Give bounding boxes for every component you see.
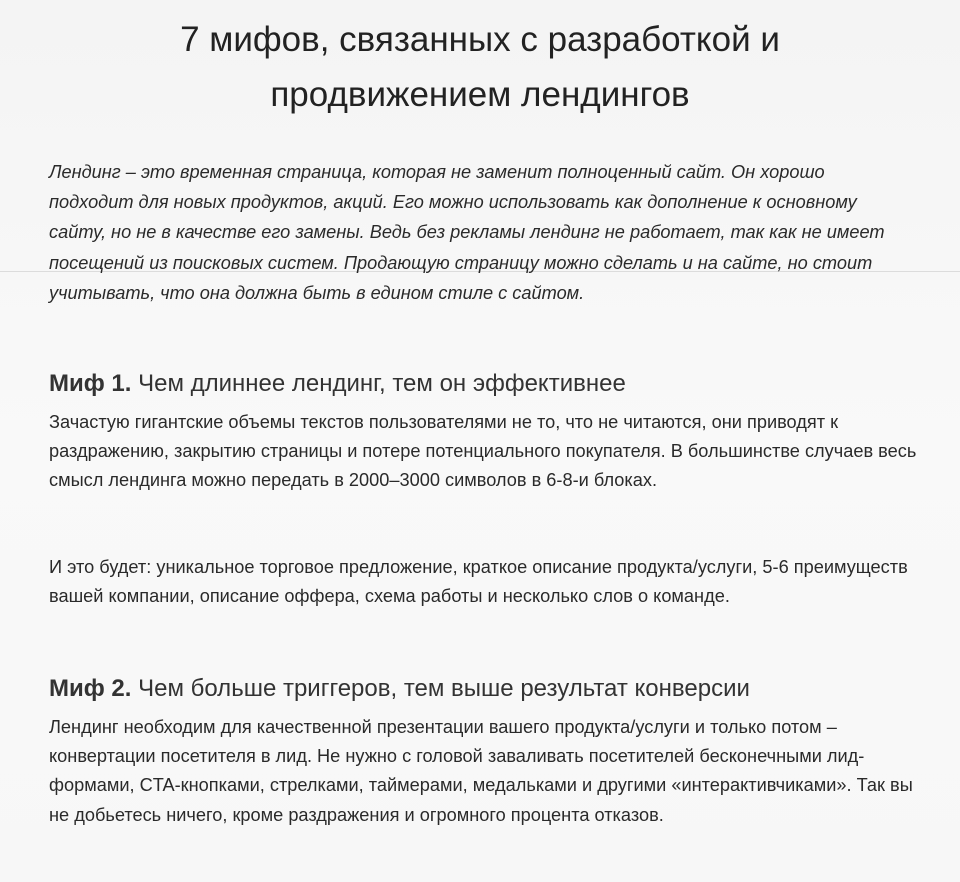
myth-2-paragraph-1: Лендинг необходим для качественной презентации вашего продукта/услуги и только потом – конвертации посетителя в лид. Не нужно с головой заваливать посетителей бесконечными лид-формами, CTA-кнопками, стрелками, таймерами, медальками и другими «интерактивчиками». Так вы не добьетесь ничего, кроме раздражения и огромного процента отказов. — [49, 717, 913, 825]
myth-1-paragraph-2: И это будет: уникальное торговое предложение, краткое описание продукта/услуги, 5-6 преимуществ вашей компании, описание оффера, схема работы и несколько слов о команде. — [49, 557, 908, 607]
article-title: 7 мифов, связанных с разработкой и продвижением лендингов — [180, 20, 780, 114]
myth-2-title: Чем больше триггеров, тем выше результат конверсии — [131, 675, 750, 702]
myth-2-heading — [49, 674, 750, 704]
myth-1-heading — [49, 369, 626, 399]
article-intro: Лендинг – это временная страница, которая не заменит полноценный сайт. Он хорошо подходит для новых продуктов, акций. Его можно использовать как дополнение к основному сайту, но не в качестве его замены. Ведь без рекламы лендинг не работает, так как не имеет посещений из поисковых систем. Продающую страницу можно сделать и на сайте, но стоит учитывать, что она должна быть в едином стиле с сайтом. — [49, 162, 885, 303]
myth-1-number: Миф 1. — [49, 370, 132, 397]
myth-1-paragraph-1: Зачастую гигантские объемы текстов пользователями не то, что не читаются, они приводят к раздражению, закрытию страницы и потере потенциального покупателя. В большинстве случаев весь смысл лендинга можно передать в 2000–3000 символов в 6-8-и блоках. — [49, 412, 917, 491]
myth-1-title: Чем длиннее лендинг, тем он эффективнее — [131, 370, 626, 397]
myth-2-number: Миф 2. — [49, 675, 132, 702]
